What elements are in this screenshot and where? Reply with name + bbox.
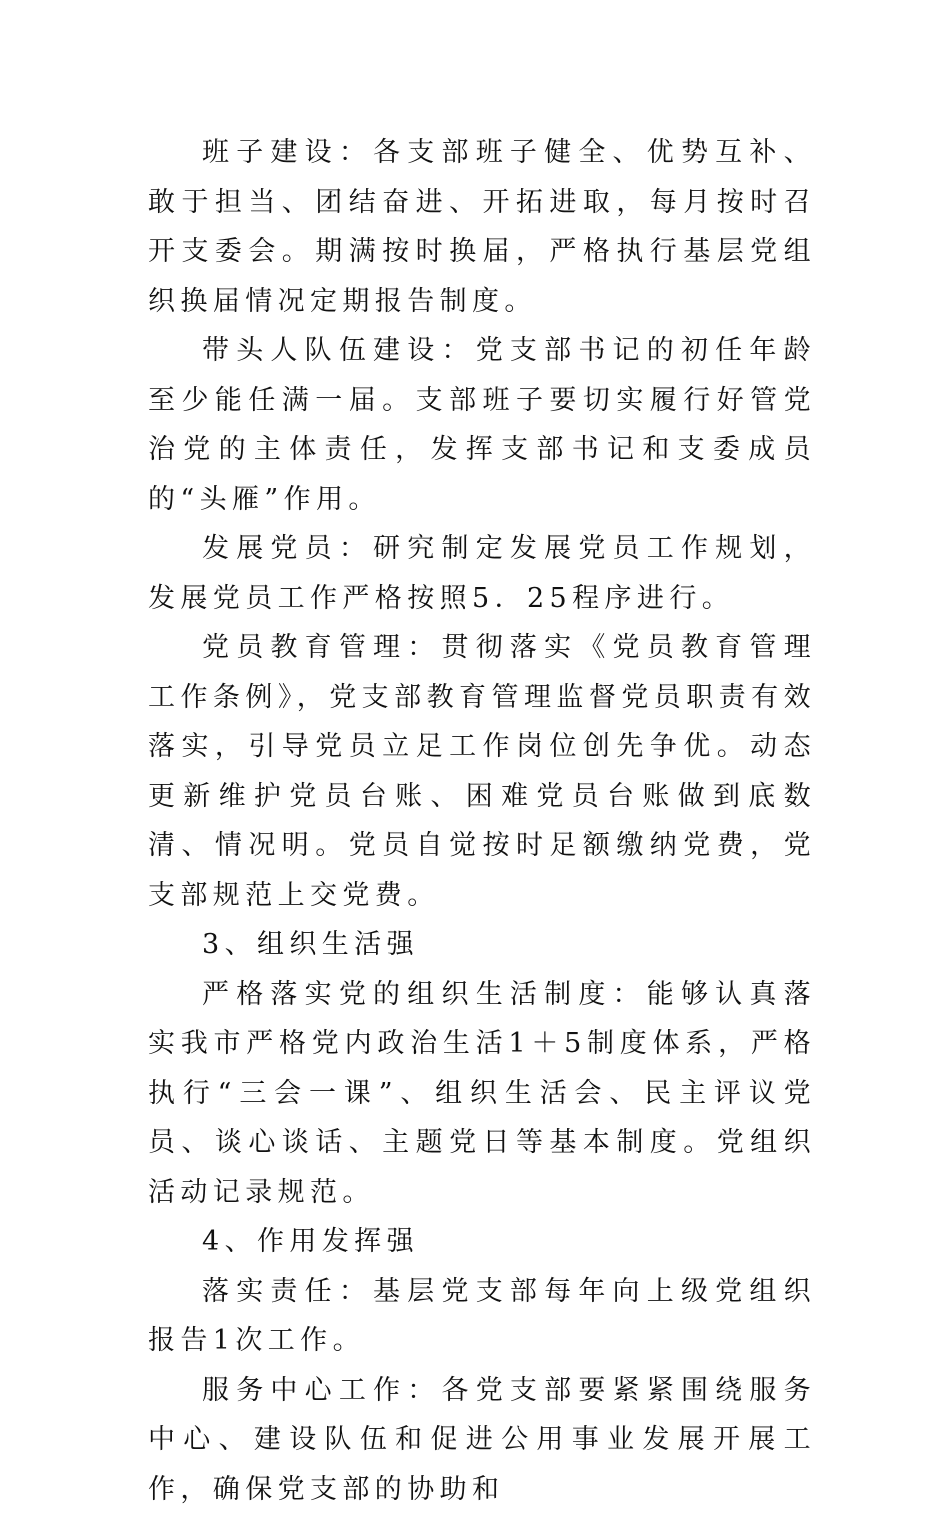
paragraph-member-education: 党员教育管理：贯彻落实《党员教育管理工作条例》，党支部教育管理监督党员职责有效落实，引导党员立足工作岗位创先争优。动态更新维护党员台账、困难党员台账做到底数清、情况明。党员自觉按时足额缴纳党费，党支部规范上交党费。 bbox=[148, 623, 816, 920]
paragraph-responsibility: 落实责任：基层党支部每年向上级党组织报告1次工作。 bbox=[148, 1267, 816, 1366]
section-heading-organizational-life: 3、组织生活强 bbox=[148, 920, 816, 970]
paragraph-member-development: 发展党员：研究制定发展党员工作规划，发展党员工作严格按照5．25程序进行。 bbox=[148, 524, 816, 623]
paragraph-service-center-work: 服务中心工作：各党支部要紧紧围绕服务中心、建设队伍和促进公用事业发展开展工作，确保党支部的协助和 bbox=[148, 1366, 816, 1514]
section-heading-role-play: 4、作用发挥强 bbox=[148, 1217, 816, 1267]
document-body bbox=[148, 128, 816, 1514]
paragraph-organizational-life-system: 严格落实党的组织生活制度：能够认真落实我市严格党内政治生活1＋5制度体系，严格执行“三会一课”、组织生活会、民主评议党员、谈心谈话、主题党日等基本制度。党组织活动记录规范。 bbox=[148, 970, 816, 1218]
paragraph-leader-team: 带头人队伍建设：党支部书记的初任年龄至少能任满一届。支部班子要切实履行好管党治党的主体责任，发挥支部书记和支委成员的“头雁”作用。 bbox=[148, 326, 816, 524]
paragraph-team-building: 班子建设：各支部班子健全、优势互补、敢于担当、团结奋进、开拓进取，每月按时召开支委会。期满按时换届，严格执行基层党组织换届情况定期报告制度。 bbox=[148, 128, 816, 326]
